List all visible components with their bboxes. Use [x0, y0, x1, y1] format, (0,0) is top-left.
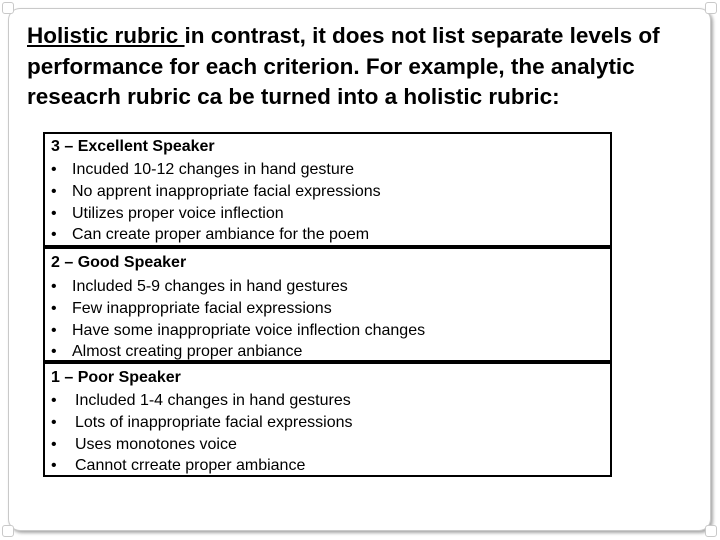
bullet-icon: • [51, 321, 57, 339]
criterion-text: No apprent inappropriate facial expressions [72, 182, 381, 200]
list-item [51, 412, 353, 434]
list-item [51, 298, 425, 320]
rubric-level-excellent [43, 132, 612, 247]
heading-text: in contrast, it does not list separate levels of performance for each criterion. For example, the analytic reseacrh rubric ca be turned into a holistic rubric: [27, 23, 660, 109]
bullet-icon: • [51, 392, 57, 409]
level-title: 3 – Excellent Speaker [51, 138, 215, 155]
bullet-icon: • [51, 278, 57, 295]
rubric-level-good [43, 247, 612, 362]
list-item [51, 181, 381, 203]
frame-corner-bottom-right [705, 525, 717, 537]
bullet-icon: • [51, 343, 57, 361]
list-item [51, 203, 381, 225]
criterion-text: Included 1-4 changes in hand gestures [75, 392, 351, 409]
criterion-text: Uses monotones voice [75, 435, 237, 453]
criterion-text: Utilizes proper voice inflection [72, 204, 284, 222]
list-item [51, 320, 425, 342]
bullet-icon: • [51, 299, 57, 317]
frame-corner-bottom-left [2, 525, 14, 537]
level-title: 2 – Good Speaker [51, 254, 187, 271]
bullet-icon: • [51, 161, 57, 178]
frame-corner-top-left [2, 2, 14, 14]
list-item [51, 341, 425, 363]
criterion-text: Can create proper ambiance for the poem [72, 226, 370, 244]
bullet-icon: • [51, 435, 57, 453]
criterion-text: Lots of inappropriate facial expressions [75, 413, 353, 431]
bullet-icon: • [51, 413, 57, 431]
criteria-list [51, 390, 353, 477]
criterion-text: Almost creating proper anbiance [72, 343, 303, 361]
rubric-level-poor [43, 362, 612, 477]
list-item [51, 455, 353, 477]
heading-underlined-term: Holistic rubric [27, 23, 185, 48]
criterion-text: Few inappropriate facial expressions [72, 299, 332, 317]
criterion-text: Have some inappropriate voice inflection changes [72, 321, 426, 339]
frame-corner-top-right [705, 2, 717, 14]
bullet-icon: • [51, 226, 57, 244]
bullet-icon: • [51, 457, 57, 475]
bullet-icon: • [51, 204, 57, 222]
list-item [51, 224, 381, 246]
bullet-icon: • [51, 182, 57, 200]
list-item [51, 390, 353, 412]
list-item [51, 434, 353, 456]
criterion-text: Incuded 10-12 changes in hand gesture [72, 161, 354, 178]
criterion-text: Cannot crreate proper ambiance [75, 457, 306, 475]
criterion-text: Included 5-9 changes in hand gestures [72, 278, 348, 295]
level-title: 1 – Poor Speaker [51, 369, 181, 386]
criteria-list [51, 159, 381, 246]
slide-heading [27, 21, 707, 113]
list-item [51, 276, 425, 298]
list-item [51, 159, 381, 181]
criteria-list [51, 276, 425, 363]
